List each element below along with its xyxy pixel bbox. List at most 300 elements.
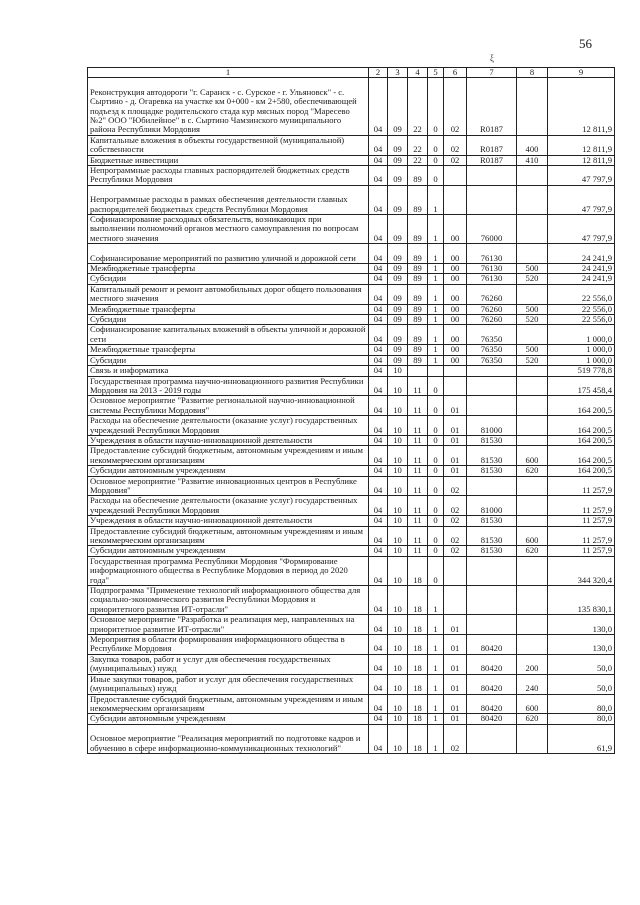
row-cell-c6: 02 xyxy=(444,516,467,526)
header-cell: 1 xyxy=(88,68,369,78)
row-cell-c5: 0 xyxy=(428,446,444,466)
row-cell-c5: 1 xyxy=(428,635,444,655)
row-name: Субсидии автономным учреждениям xyxy=(88,546,369,556)
row-name: Межбюджетные трансферты xyxy=(88,304,369,314)
row-cell-c3: 10 xyxy=(388,466,408,476)
row-cell-c2: 04 xyxy=(369,315,388,325)
row-cell-c8: 410 xyxy=(517,155,548,165)
table-row xyxy=(88,284,615,304)
row-cell-c7: 76350 xyxy=(467,355,517,365)
row-cell-c8: 620 xyxy=(517,546,548,556)
row-cell-c4 xyxy=(408,366,428,376)
row-name: Учреждения в области научно-инновационной деятельности xyxy=(88,435,369,445)
row-cell-c5: 0 xyxy=(428,155,444,165)
row-cell-c6: 02 xyxy=(444,724,467,753)
table-row xyxy=(88,274,615,284)
row-cell-c4: 89 xyxy=(408,355,428,365)
table-row xyxy=(88,215,615,244)
row-name: Расходы на обеспечение деятельности (оказание услуг) государственных учреждений Республики Мордовия xyxy=(88,496,369,516)
row-cell-c9: 22 556,0 xyxy=(548,284,615,304)
table-row xyxy=(88,166,615,186)
row-cell-c2: 04 xyxy=(369,694,388,714)
row-cell-c5: 0 xyxy=(428,466,444,476)
row-cell-c5: 0 xyxy=(428,416,444,436)
table-row xyxy=(88,635,615,655)
row-cell-c8: 620 xyxy=(517,466,548,476)
row-cell-c2: 04 xyxy=(369,355,388,365)
row-cell-c4: 11 xyxy=(408,416,428,436)
row-name: Софинансирование мероприятий по развитию уличной и дорожной сети xyxy=(88,244,369,264)
row-cell-c5: 0 xyxy=(428,516,444,526)
row-cell-c4: 89 xyxy=(408,244,428,264)
row-name: Предоставление субсидий бюджетным, автономным учреждениям и иным некоммерческим организациям xyxy=(88,446,369,466)
row-cell-c4: 18 xyxy=(408,635,428,655)
row-cell-c5: 1 xyxy=(428,244,444,264)
row-cell-c2: 04 xyxy=(369,714,388,724)
header-cell: 9 xyxy=(548,68,615,78)
row-cell-c3: 10 xyxy=(388,546,408,556)
row-cell-c5: 0 xyxy=(428,396,444,416)
row-cell-c4: 11 xyxy=(408,435,428,445)
row-cell-c3: 10 xyxy=(388,526,408,546)
row-cell-c3: 09 xyxy=(388,185,408,214)
row-cell-c8 xyxy=(517,516,548,526)
table-row xyxy=(88,416,615,436)
row-cell-c4: 18 xyxy=(408,615,428,635)
table-row xyxy=(88,496,615,516)
row-cell-c8: 500 xyxy=(517,345,548,355)
row-cell-c3: 09 xyxy=(388,166,408,186)
table-row xyxy=(88,546,615,556)
header-cell: 2 xyxy=(369,68,388,78)
row-cell-c2: 04 xyxy=(369,615,388,635)
row-name: Софинансирование расходных обязательств, возникающих при выполнении полномочий органов местного самоуправления по вопросам местного значения xyxy=(88,215,369,244)
row-cell-c2: 04 xyxy=(369,674,388,694)
row-cell-c8 xyxy=(517,244,548,264)
row-cell-c4: 11 xyxy=(408,376,428,396)
row-cell-c5: 1 xyxy=(428,714,444,724)
row-cell-c3: 09 xyxy=(388,155,408,165)
row-cell-c2: 04 xyxy=(369,185,388,214)
row-cell-c6: 01 xyxy=(444,674,467,694)
row-cell-c5: 1 xyxy=(428,674,444,694)
row-cell-c5: 1 xyxy=(428,355,444,365)
row-cell-c6 xyxy=(444,185,467,214)
table-row xyxy=(88,325,615,345)
row-cell-c7: 76260 xyxy=(467,304,517,314)
row-cell-c5: 1 xyxy=(428,274,444,284)
row-cell-c7 xyxy=(467,724,517,753)
row-cell-c3: 09 xyxy=(388,315,408,325)
row-cell-c2: 04 xyxy=(369,135,388,155)
header-cell: 7 xyxy=(467,68,517,78)
row-cell-c2: 04 xyxy=(369,516,388,526)
row-name: Субсидии xyxy=(88,355,369,365)
row-cell-c9: 80,0 xyxy=(548,694,615,714)
row-cell-c8 xyxy=(517,724,548,753)
row-cell-c3: 10 xyxy=(388,674,408,694)
row-cell-c7: 76350 xyxy=(467,325,517,345)
row-cell-c3: 10 xyxy=(388,416,408,436)
row-name: Основное мероприятие "Разработка и реализация мер, направленных на приоритетное развитие ИТ-отрасли" xyxy=(88,615,369,635)
row-name: Непрограммные расходы в рамках обеспечения деятельности главных распорядителей бюджетных средств Республики Мордовия xyxy=(88,185,369,214)
row-cell-c8 xyxy=(517,556,548,585)
row-cell-c9: 164 200,5 xyxy=(548,416,615,436)
row-cell-c2: 04 xyxy=(369,155,388,165)
table-row xyxy=(88,355,615,365)
row-name: Непрограммные расходы главных распорядителей бюджетных средств Республики Мордовия xyxy=(88,166,369,186)
row-cell-c7 xyxy=(467,615,517,635)
header-cell: 5 xyxy=(428,68,444,78)
row-cell-c9: 50,0 xyxy=(548,674,615,694)
row-cell-c4: 11 xyxy=(408,466,428,476)
row-name: Предоставление субсидий бюджетным, автономным учреждениям и иным некоммерческим организациям xyxy=(88,526,369,546)
row-cell-c4: 89 xyxy=(408,215,428,244)
row-cell-c3: 09 xyxy=(388,355,408,365)
row-cell-c3: 09 xyxy=(388,345,408,355)
row-cell-c3: 10 xyxy=(388,446,408,466)
budget-table-body xyxy=(88,68,615,754)
row-cell-c6: 00 xyxy=(444,264,467,274)
row-cell-c7 xyxy=(467,586,517,615)
table-row xyxy=(88,466,615,476)
row-cell-c8: 600 xyxy=(517,446,548,466)
row-cell-c9: 47 797,9 xyxy=(548,166,615,186)
row-cell-c2: 04 xyxy=(369,78,388,135)
row-cell-c3: 09 xyxy=(388,244,408,264)
row-cell-c9: 519 778,8 xyxy=(548,366,615,376)
row-cell-c7: 80420 xyxy=(467,635,517,655)
row-cell-c6: 02 xyxy=(444,476,467,496)
table-row xyxy=(88,264,615,274)
table-row xyxy=(88,516,615,526)
row-name: Основное мероприятие "Развитие региональной научно-инновационной системы Республики Мордовия" xyxy=(88,396,369,416)
row-cell-c6: 00 xyxy=(444,244,467,264)
row-cell-c6 xyxy=(444,586,467,615)
row-cell-c4: 11 xyxy=(408,476,428,496)
row-name: Реконструкция автодороги "г. Саранск - с. Сурское - г. Ульяновск" - с. Сыртино - д. Огаревка на участке км 0+000 - км 2+580, обеспечивающей подъезд к площадке родительского стада кур мясных пород "Маресево №2" ООО "Юбилейное" в с. Сыртино Чамзинского муниципального района Республики Мордовия xyxy=(88,78,369,135)
row-name: Капитальные вложения в объекты государственной (муниципальной) собственности xyxy=(88,135,369,155)
row-cell-c5: 0 xyxy=(428,526,444,546)
row-cell-c8: 600 xyxy=(517,694,548,714)
row-cell-c4: 89 xyxy=(408,264,428,274)
row-cell-c3: 09 xyxy=(388,274,408,284)
row-cell-c6: 02 xyxy=(444,496,467,516)
table-row xyxy=(88,244,615,264)
row-cell-c7: R0187 xyxy=(467,155,517,165)
table-row xyxy=(88,615,615,635)
row-cell-c7 xyxy=(467,396,517,416)
row-cell-c5: 0 xyxy=(428,78,444,135)
row-cell-c2: 04 xyxy=(369,304,388,314)
row-cell-c9: 50,0 xyxy=(548,654,615,674)
row-cell-c9: 24 241,9 xyxy=(548,274,615,284)
row-cell-c9: 24 241,9 xyxy=(548,244,615,264)
row-name: Подпрограмма "Применение технологий информационного общества для социально-экономического развития Республики Мордовия и приоритетного развития ИТ-отрасли" xyxy=(88,586,369,615)
row-cell-c8: 520 xyxy=(517,315,548,325)
row-cell-c7 xyxy=(467,376,517,396)
table-row xyxy=(88,724,615,753)
row-cell-c6: 00 xyxy=(444,274,467,284)
row-cell-c6: 00 xyxy=(444,215,467,244)
row-cell-c5: 0 xyxy=(428,166,444,186)
row-cell-c3: 09 xyxy=(388,215,408,244)
table-row xyxy=(88,586,615,615)
row-cell-c5: 0 xyxy=(428,435,444,445)
row-cell-c8 xyxy=(517,166,548,186)
row-cell-c9: 175 458,4 xyxy=(548,376,615,396)
header-cell: 8 xyxy=(517,68,548,78)
row-cell-c4: 18 xyxy=(408,694,428,714)
table-row xyxy=(88,446,615,466)
row-cell-c3: 09 xyxy=(388,135,408,155)
row-cell-c4: 11 xyxy=(408,526,428,546)
row-cell-c7: 81530 xyxy=(467,446,517,466)
row-cell-c8 xyxy=(517,496,548,516)
row-name: Расходы на обеспечение деятельности (оказание услуг) государственных учреждений Республики Мордовия xyxy=(88,416,369,436)
row-cell-c6: 01 xyxy=(444,446,467,466)
row-cell-c9: 22 556,0 xyxy=(548,304,615,314)
row-cell-c8 xyxy=(517,435,548,445)
row-cell-c9: 164 200,5 xyxy=(548,446,615,466)
row-cell-c4: 89 xyxy=(408,325,428,345)
table-row xyxy=(88,376,615,396)
row-cell-c8: 620 xyxy=(517,714,548,724)
row-cell-c4: 11 xyxy=(408,446,428,466)
row-cell-c5: 1 xyxy=(428,304,444,314)
row-cell-c7: 81530 xyxy=(467,516,517,526)
header-cell: 3 xyxy=(388,68,408,78)
row-cell-c4: 22 xyxy=(408,135,428,155)
table-row xyxy=(88,135,615,155)
row-cell-c4: 89 xyxy=(408,345,428,355)
row-cell-c5: 1 xyxy=(428,345,444,355)
row-cell-c6: 00 xyxy=(444,304,467,314)
row-cell-c3: 10 xyxy=(388,724,408,753)
row-cell-c5: 0 xyxy=(428,556,444,585)
row-name: Субсидии xyxy=(88,315,369,325)
row-cell-c4: 22 xyxy=(408,155,428,165)
row-cell-c9: 47 797,9 xyxy=(548,215,615,244)
header-row xyxy=(88,68,615,78)
row-cell-c2: 04 xyxy=(369,345,388,355)
row-cell-c5: 1 xyxy=(428,694,444,714)
row-cell-c6: 00 xyxy=(444,345,467,355)
row-cell-c3: 10 xyxy=(388,586,408,615)
row-name: Субсидии автономным учреждениям xyxy=(88,714,369,724)
row-name: Иные закупки товаров, работ и услуг для обеспечения государственных (муниципальных) нужд xyxy=(88,674,369,694)
row-cell-c2: 04 xyxy=(369,466,388,476)
row-cell-c7 xyxy=(467,366,517,376)
row-cell-c3: 09 xyxy=(388,78,408,135)
scan-mark: ξ xyxy=(490,53,495,63)
row-cell-c5: 0 xyxy=(428,135,444,155)
row-cell-c2: 04 xyxy=(369,435,388,445)
row-cell-c5 xyxy=(428,366,444,376)
row-cell-c6: 02 xyxy=(444,155,467,165)
row-cell-c3: 10 xyxy=(388,476,408,496)
row-cell-c2: 04 xyxy=(369,376,388,396)
row-cell-c2: 04 xyxy=(369,396,388,416)
row-cell-c4: 18 xyxy=(408,674,428,694)
row-cell-c8 xyxy=(517,615,548,635)
row-cell-c4: 11 xyxy=(408,516,428,526)
row-cell-c9: 22 556,0 xyxy=(548,315,615,325)
row-cell-c7 xyxy=(467,556,517,585)
row-cell-c2: 04 xyxy=(369,446,388,466)
row-name: Государственная программа Республики Мордовия "Формирование информационного общества в Республике Мордовия в период до 2020 года" xyxy=(88,556,369,585)
row-name: Связь и информатика xyxy=(88,366,369,376)
row-name: Субсидии автономным учреждениям xyxy=(88,466,369,476)
table-row xyxy=(88,435,615,445)
row-cell-c5: 0 xyxy=(428,546,444,556)
row-name: Закупка товаров, работ и услуг для обеспечения государственных (муниципальных) нужд xyxy=(88,654,369,674)
row-cell-c7: 81530 xyxy=(467,546,517,556)
row-cell-c6: 00 xyxy=(444,355,467,365)
row-name: Учреждения в области научно-инновационной деятельности xyxy=(88,516,369,526)
row-cell-c3: 09 xyxy=(388,325,408,345)
header-cell: 6 xyxy=(444,68,467,78)
row-cell-c3: 10 xyxy=(388,615,408,635)
row-cell-c8 xyxy=(517,325,548,345)
row-cell-c7: 80420 xyxy=(467,714,517,724)
row-cell-c7: 76130 xyxy=(467,264,517,274)
row-cell-c3: 10 xyxy=(388,714,408,724)
row-cell-c2: 04 xyxy=(369,654,388,674)
row-cell-c5: 1 xyxy=(428,284,444,304)
row-cell-c4: 11 xyxy=(408,546,428,556)
row-cell-c5: 0 xyxy=(428,376,444,396)
row-cell-c2: 04 xyxy=(369,366,388,376)
row-cell-c6: 01 xyxy=(444,635,467,655)
row-cell-c2: 04 xyxy=(369,635,388,655)
row-cell-c7: 76260 xyxy=(467,284,517,304)
row-cell-c6 xyxy=(444,376,467,396)
row-cell-c4: 18 xyxy=(408,556,428,585)
row-cell-c5: 1 xyxy=(428,724,444,753)
row-cell-c6 xyxy=(444,366,467,376)
row-cell-c4: 18 xyxy=(408,654,428,674)
table-row xyxy=(88,556,615,585)
row-cell-c7: R0187 xyxy=(467,78,517,135)
row-cell-c3: 10 xyxy=(388,496,408,516)
row-cell-c8 xyxy=(517,78,548,135)
row-name: Бюджетные инвестиции xyxy=(88,155,369,165)
table-row xyxy=(88,185,615,214)
row-cell-c2: 04 xyxy=(369,215,388,244)
page-number: 56 xyxy=(579,36,592,51)
row-cell-c4: 18 xyxy=(408,714,428,724)
table-row xyxy=(88,315,615,325)
row-cell-c6: 02 xyxy=(444,135,467,155)
row-cell-c7: 81530 xyxy=(467,526,517,546)
row-cell-c8: 240 xyxy=(517,674,548,694)
row-cell-c3: 10 xyxy=(388,694,408,714)
row-cell-c4: 18 xyxy=(408,724,428,753)
row-cell-c9: 344 320,4 xyxy=(548,556,615,585)
row-cell-c4: 18 xyxy=(408,586,428,615)
row-cell-c5: 1 xyxy=(428,615,444,635)
row-cell-c6: 00 xyxy=(444,315,467,325)
row-cell-c9: 24 241,9 xyxy=(548,264,615,274)
row-cell-c7: 81530 xyxy=(467,466,517,476)
row-cell-c3: 10 xyxy=(388,366,408,376)
row-cell-c8 xyxy=(517,215,548,244)
row-cell-c2: 04 xyxy=(369,325,388,345)
row-cell-c2: 04 xyxy=(369,166,388,186)
row-cell-c7 xyxy=(467,476,517,496)
row-cell-c7: 81530 xyxy=(467,435,517,445)
row-cell-c6: 01 xyxy=(444,615,467,635)
row-cell-c7: 80420 xyxy=(467,694,517,714)
row-cell-c8 xyxy=(517,284,548,304)
row-cell-c9: 11 257,9 xyxy=(548,516,615,526)
row-cell-c7: R0187 xyxy=(467,135,517,155)
row-cell-c7 xyxy=(467,185,517,214)
row-cell-c4: 89 xyxy=(408,304,428,314)
row-name: Государственная программа научно-инновационного развития Республики Мордовия на 2013 - 2019 годы xyxy=(88,376,369,396)
table-row xyxy=(88,694,615,714)
row-cell-c8: 500 xyxy=(517,304,548,314)
row-cell-c3: 10 xyxy=(388,376,408,396)
row-cell-c4: 89 xyxy=(408,274,428,284)
row-cell-c9: 1 000,0 xyxy=(548,325,615,345)
row-name: Основное мероприятие "Реализация мероприятий по подготовке кадров и обучению в сфере информационно-коммуникационных технологий" xyxy=(88,724,369,753)
row-cell-c9: 164 200,5 xyxy=(548,435,615,445)
row-cell-c2: 04 xyxy=(369,264,388,274)
row-cell-c6 xyxy=(444,556,467,585)
row-cell-c7: 76000 xyxy=(467,215,517,244)
row-cell-c6: 00 xyxy=(444,325,467,345)
row-cell-c8 xyxy=(517,635,548,655)
row-cell-c5: 1 xyxy=(428,264,444,274)
row-name: Основное мероприятие "Развитие инновационных центров в Республике Мордовия" xyxy=(88,476,369,496)
row-cell-c6: 02 xyxy=(444,526,467,546)
row-cell-c5: 1 xyxy=(428,215,444,244)
row-cell-c3: 09 xyxy=(388,264,408,274)
row-cell-c3: 10 xyxy=(388,396,408,416)
row-cell-c9: 12 811,9 xyxy=(548,78,615,135)
row-cell-c7: 76350 xyxy=(467,345,517,355)
table-row xyxy=(88,345,615,355)
row-cell-c3: 10 xyxy=(388,435,408,445)
row-name: Субсидии xyxy=(88,274,369,284)
row-cell-c8: 520 xyxy=(517,274,548,284)
row-name: Капитальный ремонт и ремонт автомобильных дорог общего пользования местного значения xyxy=(88,284,369,304)
header-cell: 4 xyxy=(408,68,428,78)
row-name: Софинансирование капитальных вложений в объекты уличной и дорожной сети xyxy=(88,325,369,345)
row-cell-c9: 11 257,9 xyxy=(548,496,615,516)
row-cell-c7: 80420 xyxy=(467,654,517,674)
row-cell-c6: 02 xyxy=(444,546,467,556)
table-row xyxy=(88,526,615,546)
row-cell-c4: 89 xyxy=(408,315,428,325)
budget-table xyxy=(87,67,615,754)
row-cell-c2: 04 xyxy=(369,556,388,585)
row-cell-c9: 11 257,9 xyxy=(548,526,615,546)
row-cell-c8: 520 xyxy=(517,355,548,365)
row-name: Предоставление субсидий бюджетным, автономным учреждениям и иным некоммерческим организациям xyxy=(88,694,369,714)
row-cell-c9: 1 000,0 xyxy=(548,345,615,355)
row-cell-c8: 500 xyxy=(517,264,548,274)
row-cell-c6: 02 xyxy=(444,78,467,135)
row-cell-c8 xyxy=(517,586,548,615)
row-cell-c3: 10 xyxy=(388,654,408,674)
row-cell-c6: 01 xyxy=(444,435,467,445)
row-cell-c5: 1 xyxy=(428,654,444,674)
row-cell-c3: 09 xyxy=(388,284,408,304)
row-cell-c9: 47 797,9 xyxy=(548,185,615,214)
